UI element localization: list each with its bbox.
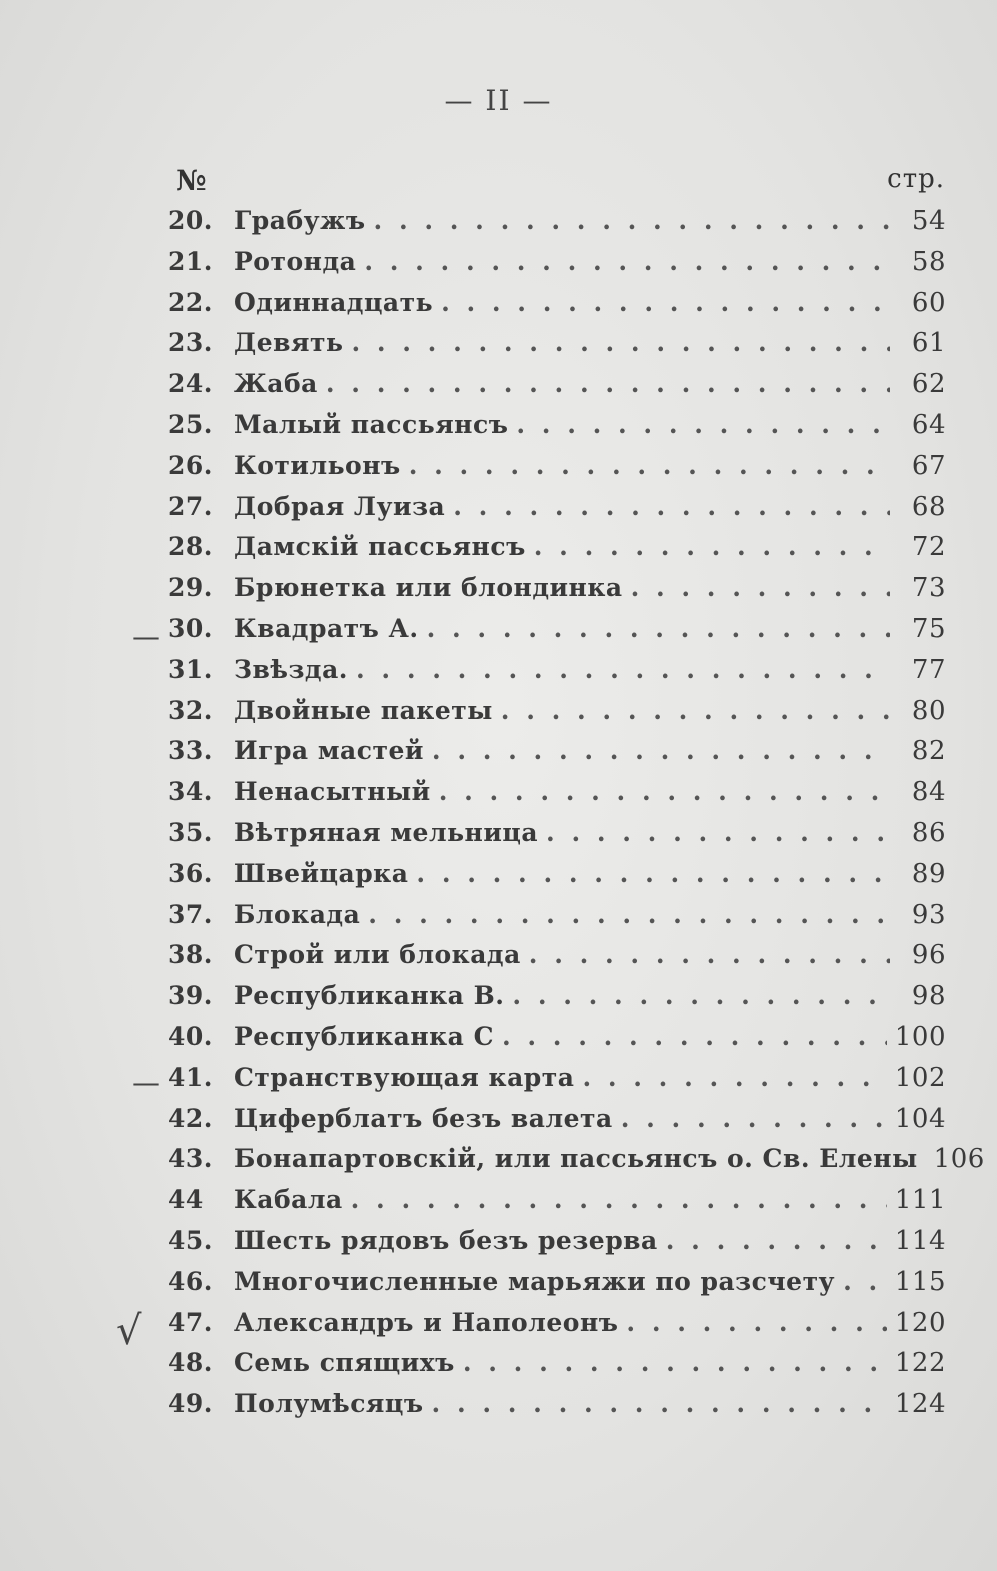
entry-title: Грабужъ <box>234 206 366 235</box>
dot-leader <box>441 288 890 317</box>
dot-leader <box>432 1389 887 1418</box>
entry-page-number: 111 <box>894 1185 946 1216</box>
toc-entry <box>168 1389 946 1430</box>
entry-page-number: 54 <box>911 206 946 236</box>
entry-page-number: 80 <box>911 695 946 726</box>
entry-number: 44 <box>168 1185 204 1215</box>
entry-number: 41. <box>168 1062 213 1092</box>
toc-entry <box>168 1308 946 1349</box>
entry-page-number: 84 <box>911 777 946 808</box>
entry-number: 38. <box>168 940 213 970</box>
entry-number: 28. <box>168 532 213 562</box>
entry-number: 33. <box>168 736 213 766</box>
entry-title: Жаба <box>234 369 318 399</box>
entry-page-number: 86 <box>911 817 946 848</box>
entry-title: Швейцарка <box>234 858 409 888</box>
dot-leader <box>439 777 890 806</box>
dot-leader <box>512 981 890 1010</box>
entry-title: Одиннадцать <box>234 287 434 317</box>
toc-entry <box>168 614 946 655</box>
entry-page-number: 64 <box>911 409 946 440</box>
entry-page-number: 114 <box>894 1225 946 1256</box>
entry-title: Малый пассьянсъ <box>234 409 509 439</box>
toc-entry <box>168 777 946 818</box>
toc-entry <box>168 696 946 737</box>
entry-page-number: 82 <box>911 736 946 767</box>
dot-leader <box>351 1185 887 1214</box>
entry-number: 47. <box>168 1307 213 1337</box>
entry-title: Дамскій пассьянсъ <box>234 532 526 562</box>
entry-page-number: 77 <box>911 654 946 685</box>
entry-page-number: 62 <box>911 369 946 400</box>
entry-title: Александръ и Наполеонъ <box>234 1307 619 1337</box>
entry-title: Звѣзда. <box>234 654 348 684</box>
entry-number: 49. <box>168 1389 213 1419</box>
entry-page-number: 61 <box>911 328 946 359</box>
dot-leader <box>502 1022 887 1051</box>
entry-number: 26. <box>168 450 213 480</box>
entry-number: 36. <box>168 858 213 888</box>
dot-leader <box>529 940 890 969</box>
toc-entry <box>168 655 946 696</box>
toc-entry <box>168 206 946 247</box>
entry-page-number: 72 <box>911 532 946 563</box>
entry-title: Кабала <box>234 1185 343 1215</box>
entry-number: 31. <box>168 654 213 684</box>
dot-leader <box>368 900 890 929</box>
entry-number: 39. <box>168 981 213 1011</box>
entry-number: 22. <box>168 287 213 317</box>
entry-title: Многочисленные марьяжи по разсчету <box>234 1266 836 1296</box>
toc-entry <box>168 410 946 451</box>
entry-page-number: 75 <box>911 613 946 644</box>
table-of-contents <box>168 206 985 1430</box>
entry-title: Квадратъ А. <box>234 613 419 643</box>
dot-leader <box>546 818 890 847</box>
entry-number: 25. <box>168 409 213 439</box>
dot-leader <box>843 1267 887 1296</box>
dot-leader <box>534 532 890 561</box>
entry-number: 35. <box>168 817 213 847</box>
entry-number: 29. <box>168 573 213 603</box>
dot-leader <box>416 859 890 888</box>
toc-entry <box>168 736 946 777</box>
dot-leader <box>364 247 890 276</box>
entry-number: 24. <box>168 369 213 399</box>
entry-page-number: 96 <box>911 940 946 971</box>
entry-title: Полумѣсяцъ <box>234 1389 424 1419</box>
entry-title: Шесть рядовъ безъ резерва <box>234 1225 658 1255</box>
entry-number: 34. <box>168 777 213 807</box>
entry-number: 21. <box>168 246 213 276</box>
entry-title: Двойные пакеты <box>234 695 493 725</box>
page-marker: — II — <box>444 84 553 117</box>
entry-page-number: 98 <box>911 981 946 1012</box>
entry-page-number: 122 <box>894 1348 946 1379</box>
dot-leader <box>409 451 890 480</box>
dot-leader <box>516 410 890 439</box>
toc-entry <box>168 369 946 410</box>
entry-number: 30. <box>168 613 213 643</box>
toc-entry <box>168 328 946 369</box>
entry-title: Ненасытный <box>234 777 431 807</box>
dot-leader <box>666 1226 887 1255</box>
dot-leader <box>356 655 890 684</box>
entry-title: Республиканка В. <box>234 981 505 1011</box>
toc-entry <box>168 573 946 614</box>
entry-page-number: 89 <box>911 858 946 889</box>
entry-title: Девять <box>234 328 344 358</box>
toc-entry <box>168 981 946 1022</box>
entry-number: 42. <box>168 1103 213 1133</box>
entry-page-number: 67 <box>911 450 946 481</box>
toc-entry <box>168 940 946 981</box>
entry-page-number: 104 <box>894 1103 946 1134</box>
entry-number: 23. <box>168 328 213 358</box>
toc-entry <box>168 1185 946 1226</box>
entry-page-number: 102 <box>894 1062 946 1093</box>
dot-leader <box>626 1308 886 1337</box>
entry-title: Семь спящихъ <box>234 1348 455 1378</box>
toc-entry <box>168 1063 946 1104</box>
toc-entry <box>168 492 946 533</box>
pencil-check-mark: √ <box>116 1308 142 1354</box>
entry-number: 27. <box>168 491 213 521</box>
toc-entry <box>168 1022 946 1063</box>
dot-leader <box>463 1348 887 1377</box>
toc-entry <box>168 1144 985 1185</box>
toc-entry <box>168 859 946 900</box>
dot-leader <box>374 206 890 235</box>
entry-title: Игра мастей <box>234 736 424 766</box>
pencil-dash-mark: — <box>132 620 160 653</box>
entry-page-number: 100 <box>894 1021 946 1052</box>
entry-number: 43. <box>168 1144 213 1174</box>
toc-entry <box>168 1226 946 1267</box>
toc-entry <box>168 532 946 573</box>
entry-page-number: 73 <box>911 573 946 604</box>
entry-page-number: 68 <box>911 491 946 522</box>
entry-title: Брюнетка или блондинка <box>234 573 623 603</box>
dot-leader <box>427 614 890 643</box>
entry-title: Ротонда <box>234 246 357 276</box>
dot-leader <box>432 736 890 765</box>
entry-number: 40. <box>168 1021 213 1051</box>
entry-title: Строй или блокада <box>234 940 521 970</box>
dot-leader <box>351 328 890 357</box>
entry-number: 48. <box>168 1348 213 1378</box>
entry-title: Блокада <box>234 899 361 929</box>
toc-entry <box>168 1104 946 1145</box>
entry-title: Вѣтряная мельница <box>234 817 539 847</box>
toc-entry <box>168 1348 946 1389</box>
column-header-page: стр. <box>887 164 945 194</box>
dot-leader <box>621 1104 887 1133</box>
dot-leader <box>453 492 890 521</box>
entry-page-number: 120 <box>894 1307 946 1338</box>
entry-title: Циферблатъ безъ валета <box>234 1103 613 1133</box>
entry-title: Странствующая карта <box>234 1062 575 1092</box>
entry-title: Бонапартовскій, или пассьянсъ о. Св. Елены <box>234 1144 918 1174</box>
toc-entry <box>168 247 946 288</box>
dot-leader <box>501 696 890 725</box>
entry-number: 37. <box>168 899 213 929</box>
entry-number: 46. <box>168 1266 213 1296</box>
toc-entry <box>168 900 946 941</box>
entry-page-number: 60 <box>911 287 946 318</box>
entry-number: 20. <box>168 206 213 235</box>
column-header-number: № <box>176 164 207 197</box>
entry-page-number: 93 <box>911 899 946 930</box>
toc-entry <box>168 1267 946 1308</box>
dot-leader <box>326 369 890 398</box>
entry-page-number: 106 <box>933 1144 985 1175</box>
entry-page-number: 58 <box>911 246 946 277</box>
dot-leader <box>631 573 890 602</box>
entry-page-number: 115 <box>894 1266 946 1297</box>
dot-leader <box>582 1063 886 1092</box>
entry-title: Добрая Луиза <box>234 491 446 521</box>
entry-number: 45. <box>168 1225 213 1255</box>
toc-entry <box>168 288 946 329</box>
toc-entry <box>168 818 946 859</box>
toc-entry <box>168 451 946 492</box>
pencil-dash-mark: — <box>132 1066 160 1099</box>
entry-title: Котильонъ <box>234 450 401 480</box>
entry-page-number: 124 <box>894 1389 946 1420</box>
entry-number: 32. <box>168 695 213 725</box>
entry-title: Республиканка С <box>234 1021 494 1051</box>
